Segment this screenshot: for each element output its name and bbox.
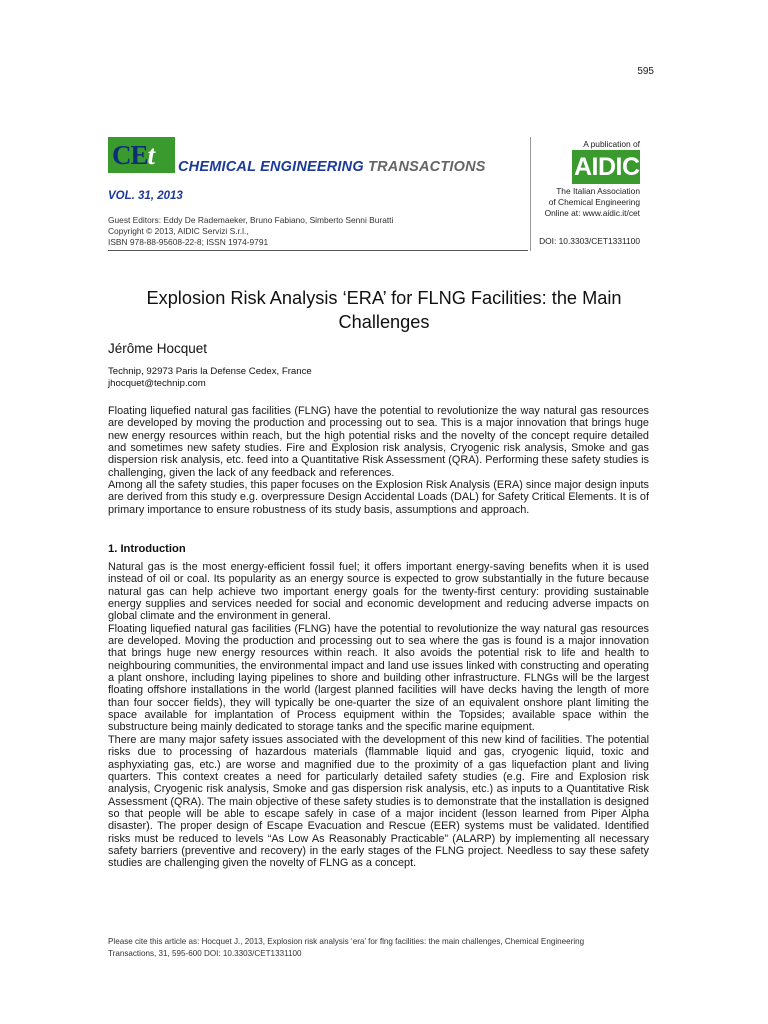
doi-label: DOI: 10.3303/CET1331100	[539, 236, 640, 246]
journal-name	[178, 159, 486, 175]
assoc-line-2: of Chemical Engineering	[548, 197, 640, 207]
abstract-paragraph-2: Among all the safety studies, this paper focuses on the Explosion Risk Analysis (ERA) since major design inputs are derived from this study e.g. overpressure Design Accidental Loads (DAL) for Safety Critical Elements. It is of primary importance to ensure robustness of its study basis, assumptions and approach.	[108, 479, 649, 516]
intro-paragraph-2: Floating liquefied natural gas facilities (FLNG) have the potential to revolutionize the way natural gas resources are developed. Moving the production and processing out to sea where the gas is found is a major innovation that brings huge new energy resources within reach. It also avoids the potential risk to life and health to neighbouring communities, the environmental impact and land use issues linked with constructing and operating a plant onshore, including laying pipelines to shore and building other infrastructure. FLNGs will be the largest floating offshore installations in the world (largest planned facilities will have decks having the length of more than four soccer fields), they will typically be one-quarter the size of an equivalent onshore plant limiting the space available for implantation of Process equipment within the Topsides; available space within the substructure being mainly dedicated to storage tanks and the specific marine equipment.	[108, 622, 649, 734]
assoc-line-1: The Italian Association	[556, 186, 640, 196]
introduction-body	[108, 561, 649, 870]
abstract	[108, 405, 649, 516]
association-info	[480, 186, 640, 219]
citation-line-1: Please cite this article as: Hocquet J., 2013, Explosion risk analysis ‘era’ for flng facilities: the main challenges, Chemical Engineering	[108, 937, 585, 946]
volume-label: VOL. 31, 2013	[108, 190, 183, 202]
citation-footer	[108, 936, 668, 959]
assoc-line-3: Online at: www.aidic.it/cet	[544, 208, 640, 218]
cet-logo-letters: CE	[112, 140, 148, 170]
journal-name-second: TRANSACTIONS	[363, 159, 486, 175]
cet-logo	[108, 137, 175, 173]
header-underline	[108, 250, 528, 251]
publication-of-label: A publication of	[583, 139, 640, 149]
affiliation-block	[108, 366, 312, 390]
isbn-line: ISBN 978-88-95608-22-8; ISSN 1974-9791	[108, 237, 269, 248]
editors-block	[108, 215, 393, 249]
citation-line-2: Transactions, 31, 595-600 DOI: 10.3303/CET1331100	[108, 948, 302, 958]
author-name: Jérôme Hocquet	[108, 341, 208, 356]
aidic-logo	[572, 150, 640, 184]
abstract-paragraph-1: Floating liquefied natural gas facilities (FLNG) have the potential to revolutionize the way natural gas resources are developed by moving the production and processing out to sea. This is a major innovation that brings huge new energy resources within reach, but the high potential risks and the novelty of the concept require detailed and sometimes new safety studies. Fire and Explosion risk analysis, Cryogenic risk analysis, Smoke and gas dispersion risk analysis, etc. feed into a Quantitative Risk Assessment (QRA). Performing these safety studies is challenging, given the lack of any feedback and references.	[108, 405, 649, 479]
editors-line: Guest Editors: Eddy De Rademaeker, Bruno Fabiano, Simberto Senni Buratti	[108, 215, 394, 225]
section-heading-introduction: 1. Introduction	[108, 543, 186, 555]
copyright-line: Copyright © 2013, AIDIC Servizi S.r.l.,	[108, 226, 249, 237]
author-email: jhocquet@technip.com	[108, 378, 206, 389]
intro-paragraph-1: Natural gas is the most energy-efficient fossil fuel; it offers important energy-saving benefits when it is used instead of oil or coal. Its popularity as an energy source is expected to grow substantially in the future because natural gas can help achieve two important energy goals for the twenty-first century: providing sustainable energy supplies and services needed for social and economic development and reducing adverse impacts on global climate and the environment in general.	[108, 561, 649, 623]
affiliation: Technip, 92973 Paris la Defense Cedex, France	[108, 366, 312, 377]
aidic-logo-text: AIDIC	[574, 153, 640, 181]
paper-title: Explosion Risk Analysis ‘ERA’ for FLNG Facilities: the Main Challenges	[146, 288, 622, 332]
cet-logo-italic-letter: t	[147, 140, 155, 170]
intro-paragraph-3: There are many major safety issues associated with the development of this new kind of facilities. The potential risks due to processing of hazardous materials (flammable liquid and gas, cryogenic liquid, toxic and asphyxiating gas, etc.) are worse and magnified due to the proximity of a gas liquefaction plant and living quarters. This context creates a need for particularly detailed safety studies (e.g. Fire and Explosion risk analysis, Cryogenic risk analysis, Smoke and gas dispersion risk analysis, etc.) as inputs to a Quantitative Risk Assessment (QRA). The main objective of these safety studies is to demonstrate that the installation is designed so that people will be able to escape safely in case of a major incident (lesson learned from Piper Alpha disaster). The proper design of Escape Evacuation and Rescue (EER) systems must be validated. Identified risks must be reduced to levels “As Low As Reasonably Practicable” (ALARP) by implementing all necessary safety barriers (preventive and recovery) in the early stages of the FLNG project. Needless to say these safety studies are challenging given the novelty of FLNG as a concept.	[108, 733, 649, 870]
journal-name-main: CHEMICAL ENGINEERING	[178, 159, 364, 175]
page-number: 595	[637, 66, 654, 77]
